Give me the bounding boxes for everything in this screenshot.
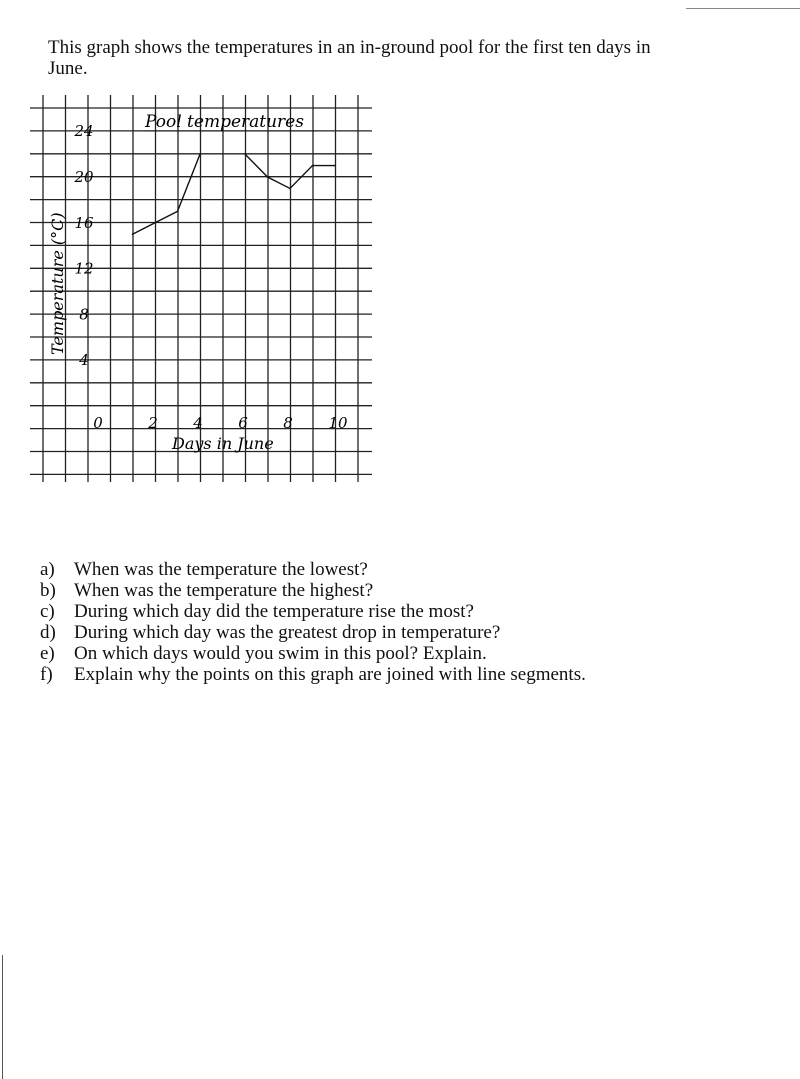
y-tick-label: 4 xyxy=(79,351,89,370)
y-tick-label: 24 xyxy=(74,122,94,141)
question-item xyxy=(40,643,594,664)
y-axis-label: Temperature (°C) xyxy=(48,212,67,355)
question-label: a) xyxy=(40,559,55,580)
question-item xyxy=(40,580,594,601)
question-text: During which day did the temperature rise the most? xyxy=(74,601,474,622)
question-text: When was the temperature the highest? xyxy=(74,580,374,601)
question-label: d) xyxy=(40,622,56,643)
question-text: During which day was the greatest drop in temperature? xyxy=(74,622,501,643)
question-label: f) xyxy=(40,664,53,685)
question-label: b) xyxy=(40,580,56,601)
x-tick-label: 0 xyxy=(93,414,103,432)
y-tick-label: 20 xyxy=(74,168,94,186)
question-label: c) xyxy=(40,601,55,622)
question-text: When was the temperature the lowest? xyxy=(74,559,368,580)
chart-title: Pool temperatures xyxy=(145,112,304,132)
x-tick-label: 2 xyxy=(148,414,158,432)
question-text: Explain why the points on this graph are joined with line segments. xyxy=(74,664,586,685)
question-label: e) xyxy=(40,643,55,664)
scan-edge-line xyxy=(2,955,3,1079)
x-tick-label: 8 xyxy=(283,414,293,432)
question-list xyxy=(40,559,594,685)
question-item xyxy=(40,559,594,580)
y-tick-label: 16 xyxy=(74,213,94,232)
intro-text: This graph shows the temperatures in an in-ground pool for the first ten days in June. xyxy=(48,37,651,79)
y-tick-label: 8 xyxy=(79,305,89,324)
question-text: On which days would you swim in this pool? Explain. xyxy=(74,643,487,664)
y-tick-label: 12 xyxy=(74,259,94,278)
question-item xyxy=(40,664,594,685)
x-tick-label: 4 xyxy=(193,414,203,432)
question-item xyxy=(40,622,594,643)
x-tick-label: 10 xyxy=(328,414,348,432)
question-item xyxy=(40,601,594,622)
x-tick-label: 6 xyxy=(238,414,248,432)
pool-temperature-graph xyxy=(0,0,800,500)
x-axis-label: Days in June xyxy=(172,434,274,453)
